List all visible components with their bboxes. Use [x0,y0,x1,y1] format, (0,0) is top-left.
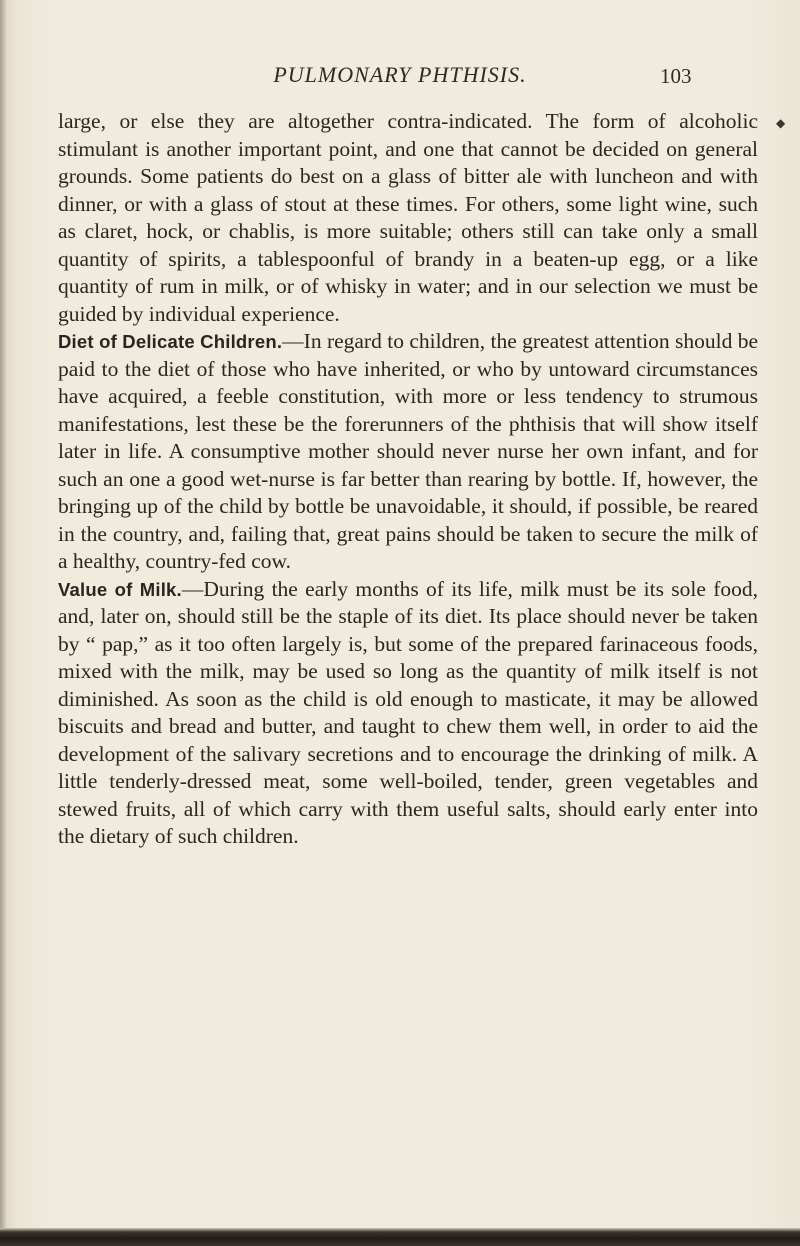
page-bottom-edge [0,1228,800,1246]
side-heading-value-of-milk: Value of Milk. [58,578,182,600]
paragraph-2-text: —In regard to children, the greatest attention should be paid to the diet of those who have inherited, or who by untoward circumstances have acquired, a feeble constitution, with more or less tendency to strumous manifestations, lest these be the forerunners of the phthisis that will show itself later in life. A consumptive mother should never nurse her own infant, and for such an one a good wet-nurse is far better than rearing by bottle. If, however, the bringing up of the child by bottle be unavoidable, it should, if possible, be reared in the country, and, failing that, great pains should be taken to secure the milk of a healthy, country-fed cow. [58,329,758,573]
page-number: 103 [660,64,692,88]
paragraph-3-text: —During the early months of its life, milk must be its sole food, and, later on, should still be the staple of its diet. Its place should never be taken by “ pap,” as it too often largely is, but some of the prepared farinaceous foods, mixed with the milk, may be used so long as the quantity of milk itself is not diminished. As soon as the child is old enough to masticate, it may be allowed biscuits and bread and butter, and taught to chew them well, in order to aid the development of the salivary secretions and to encourage the drinking of milk. A little tenderly-dressed meat, some well-boiled, tender, green vegetables and stewed fruits, all of which carry with them useful salts, should early enter into the dietary of such children. [58,576,758,848]
body-text [58,108,758,851]
paragraph-value-of-milk [58,576,758,851]
running-head: PULMONARY PHTHISIS. [273,62,527,87]
paragraph-1: large, or else they are altogether contra-indicated. The form of alcoholic stimulant is another important point, and one that cannot be decided on general grounds. Some patients do best on a glass of bitter ale with luncheon and with dinner, or with a glass of stout at these times. For others, some light wine, such as claret, hock, or chablis, is more suitable; others still can take only a small quantity of spirits, a tablespoonful of brandy in a beaten-up egg, or a like quantity of rum in milk, or of whisky in water; and in our selection we must be guided by individual experience. [58,109,758,326]
margin-mark-icon: ◆ [776,116,786,130]
paragraph-diet-of-delicate-children [58,328,758,576]
page-header [0,62,800,92]
side-heading-diet-of-delicate-children: Diet of Delicate Children. [58,331,283,352]
page-gutter [0,0,6,1246]
